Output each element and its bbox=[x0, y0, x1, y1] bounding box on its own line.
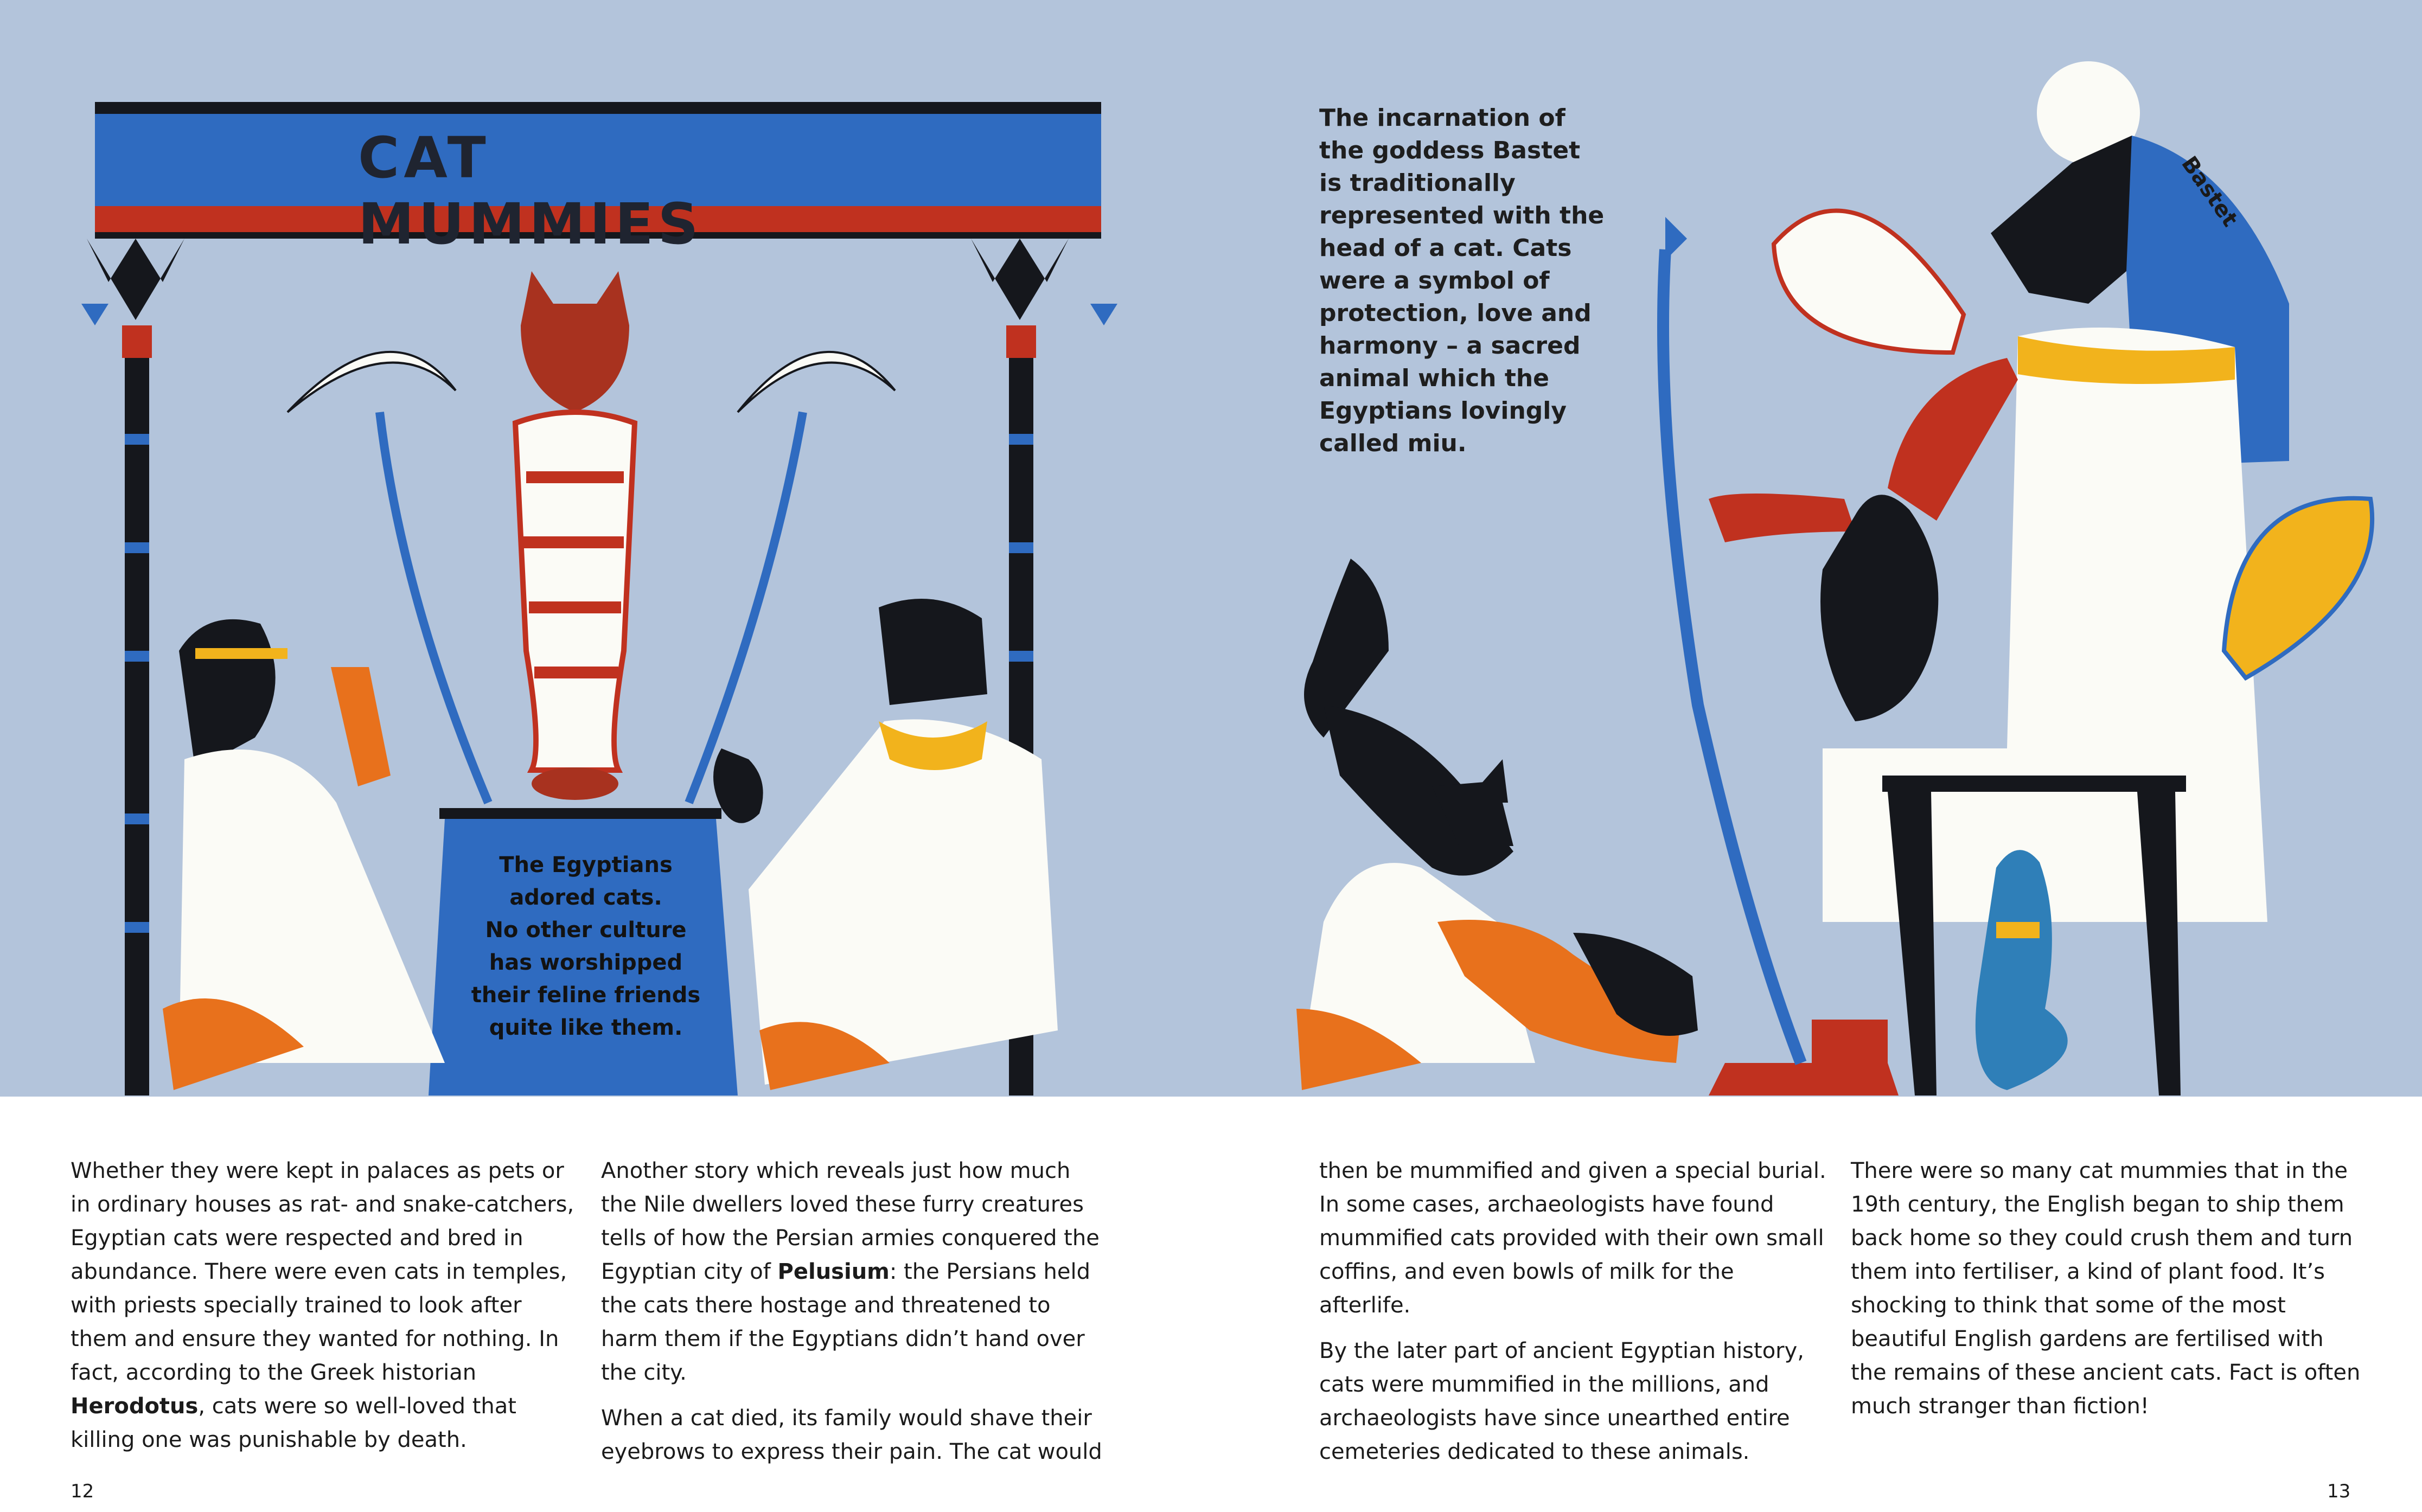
page-number-left: 12 bbox=[71, 1481, 94, 1502]
caption-line: No other culture bbox=[485, 918, 687, 943]
paragraph: then be mummified and given a special burial. In some cases, archaeologists have found mummified cats provided with their own small coffins, and even bowls of milk for the afterlife. bbox=[1319, 1158, 1826, 1318]
text-column-4 bbox=[1851, 1154, 2361, 1435]
caption-line: adored cats. bbox=[509, 885, 662, 910]
text-run: : the Persians held the cats there hostage and threatened to harm them if the Egyptians didn’t hand over the city. bbox=[601, 1259, 1090, 1385]
caption-line: harmony – a sacred bbox=[1319, 332, 1581, 360]
text-run: , cats were so well-loved that killing one was punishable by death. bbox=[71, 1394, 516, 1452]
bastet-goddess bbox=[1663, 61, 2372, 1095]
bowing-worshipper bbox=[1296, 863, 1698, 1090]
text-column-1 bbox=[71, 1154, 580, 1469]
caption-line: represented with the bbox=[1319, 202, 1605, 229]
paragraph bbox=[601, 1154, 1111, 1389]
caption-line: called miu. bbox=[1319, 430, 1467, 457]
text-column-3 bbox=[1319, 1154, 1829, 1481]
caption-line: animal which the bbox=[1319, 364, 1550, 392]
kneeling-woman bbox=[163, 619, 445, 1090]
paragraph: When a cat died, its family would shave their eyebrows to express their pain. The cat would bbox=[601, 1406, 1102, 1464]
caption-line: were a symbol of bbox=[1319, 267, 1550, 294]
paragraph bbox=[71, 1154, 580, 1457]
caption-egyptians-adored-cats bbox=[466, 849, 705, 1044]
caption-line: head of a cat. Cats bbox=[1319, 234, 1572, 262]
caption-line: The Egyptians bbox=[499, 853, 673, 877]
caption-line: has worshipped bbox=[489, 950, 683, 975]
page-title: CAT MUMMIES bbox=[358, 125, 703, 257]
bold-term-herodotus: Herodotus bbox=[71, 1394, 199, 1419]
paragraph: By the later part of ancient Egyptian history, cats were mummified in the millions, and archaeologists have since unearthed entire cemeteries dedicated to these animals. bbox=[1319, 1338, 1805, 1464]
left-pillar bbox=[81, 239, 184, 1095]
caption-line: protection, love and bbox=[1319, 299, 1592, 327]
caption-bastet-incarnation bbox=[1319, 102, 1605, 460]
paragraph: There were so many cat mummies that in the 19th century, the English began to ship them back home so they could crush them and turn them into fertiliser, a kind of plant food. It’s shocking to think that some of the most beautiful English gardens are fertilised with the remains of these ancient cats. Fact is often much stranger than fiction! bbox=[1851, 1158, 2361, 1419]
cat-mummy bbox=[515, 271, 635, 800]
caption-line: The incarnation of bbox=[1319, 104, 1565, 132]
caption-line: the goddess Bastet bbox=[1319, 137, 1581, 164]
arching-black-cat bbox=[1304, 559, 1513, 876]
bold-term-pelusium: Pelusium bbox=[777, 1259, 890, 1284]
caption-line: quite like them. bbox=[489, 1015, 683, 1040]
page-number-right: 13 bbox=[2327, 1481, 2351, 1502]
kneeling-man bbox=[713, 599, 1058, 1090]
text-run: Another story which reveals just how much the Nile dwellers loved these furry creatures tells of how the Persian armies conquered the Egyptian city of bbox=[601, 1158, 1100, 1284]
caption-line: Egyptians lovingly bbox=[1319, 397, 1567, 425]
caption-line: their feline friends bbox=[471, 983, 701, 1008]
caption-line: is traditionally bbox=[1319, 169, 1516, 197]
bastet-label: Bastet bbox=[2176, 152, 2243, 232]
text-column-2 bbox=[601, 1154, 1111, 1481]
text-run: Whether they were kept in palaces as pets or in ordinary houses as rat- and snake-catchers, Egyptian cats were respected and bred in abundance. There were even cats in temples, with priests specially trained to look after them and ensure they wanted for nothing. In fact, according to the Greek historian bbox=[71, 1158, 574, 1385]
